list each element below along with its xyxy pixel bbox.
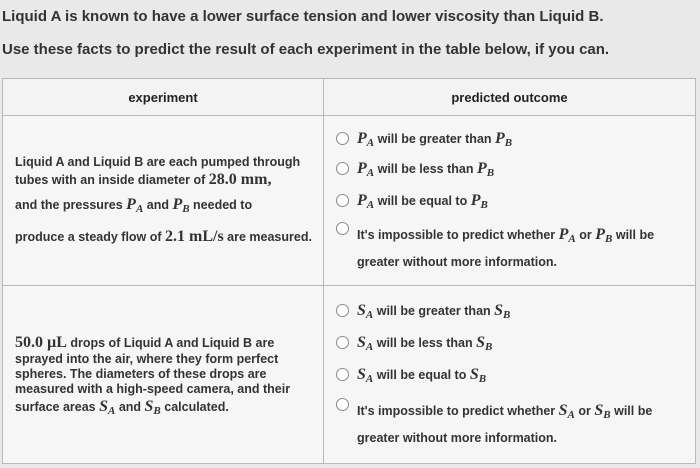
- radio-button[interactable]: [336, 222, 349, 235]
- option-pa-less[interactable]: PA will be less than PB: [324, 160, 695, 178]
- radio-button[interactable]: [336, 398, 349, 411]
- radio-button[interactable]: [336, 336, 349, 349]
- option-pa-greater[interactable]: PA will be greater than PB: [324, 130, 695, 148]
- option-p-unpredictable[interactable]: It's impossible to predict whether PA or PB will be greater without more information.: [324, 220, 695, 274]
- header-experiment: experiment: [3, 79, 324, 116]
- header-predicted-outcome: predicted outcome: [324, 79, 696, 116]
- intro-line-2: Use these facts to predict the result of each experiment in the table below, if you can.: [2, 41, 610, 58]
- option-sa-greater[interactable]: SA will be greater than SB: [324, 302, 695, 320]
- radio-button[interactable]: [336, 368, 349, 381]
- option-sa-equal[interactable]: SA will be equal to SB: [324, 366, 695, 384]
- option-s-unpredictable[interactable]: It's impossible to predict whether SA or SB will be greater without more information.: [324, 396, 695, 450]
- experiment-1-description: Liquid A and Liquid B are each pumped through tubes with an inside diameter of 28.0 mm, and the pressures PA and PB needed to produce a steady flow of 2.1 mL/s are measured.: [3, 116, 324, 286]
- experiment-2-description: 50.0 µL drops of Liquid A and Liquid B are sprayed into the air, where they form perfect spheres. The diameters of these drops are measured with a high-speed camera, and their surface areas SA and SB calculated.: [3, 286, 324, 464]
- prediction-table: [2, 78, 696, 464]
- radio-button[interactable]: [336, 304, 349, 317]
- radio-button[interactable]: [336, 194, 349, 207]
- option-sa-less[interactable]: SA will be less than SB: [324, 334, 695, 352]
- experiment-1-options: [324, 116, 696, 286]
- intro-line-1: Liquid A is known to have a lower surface tension and lower viscosity than Liquid B.: [2, 8, 604, 25]
- option-pa-equal[interactable]: PA will be equal to PB: [324, 192, 695, 210]
- experiment-2-options: [324, 286, 696, 464]
- radio-button[interactable]: [336, 162, 349, 175]
- question-intro: [2, 8, 692, 58]
- radio-button[interactable]: [336, 132, 349, 145]
